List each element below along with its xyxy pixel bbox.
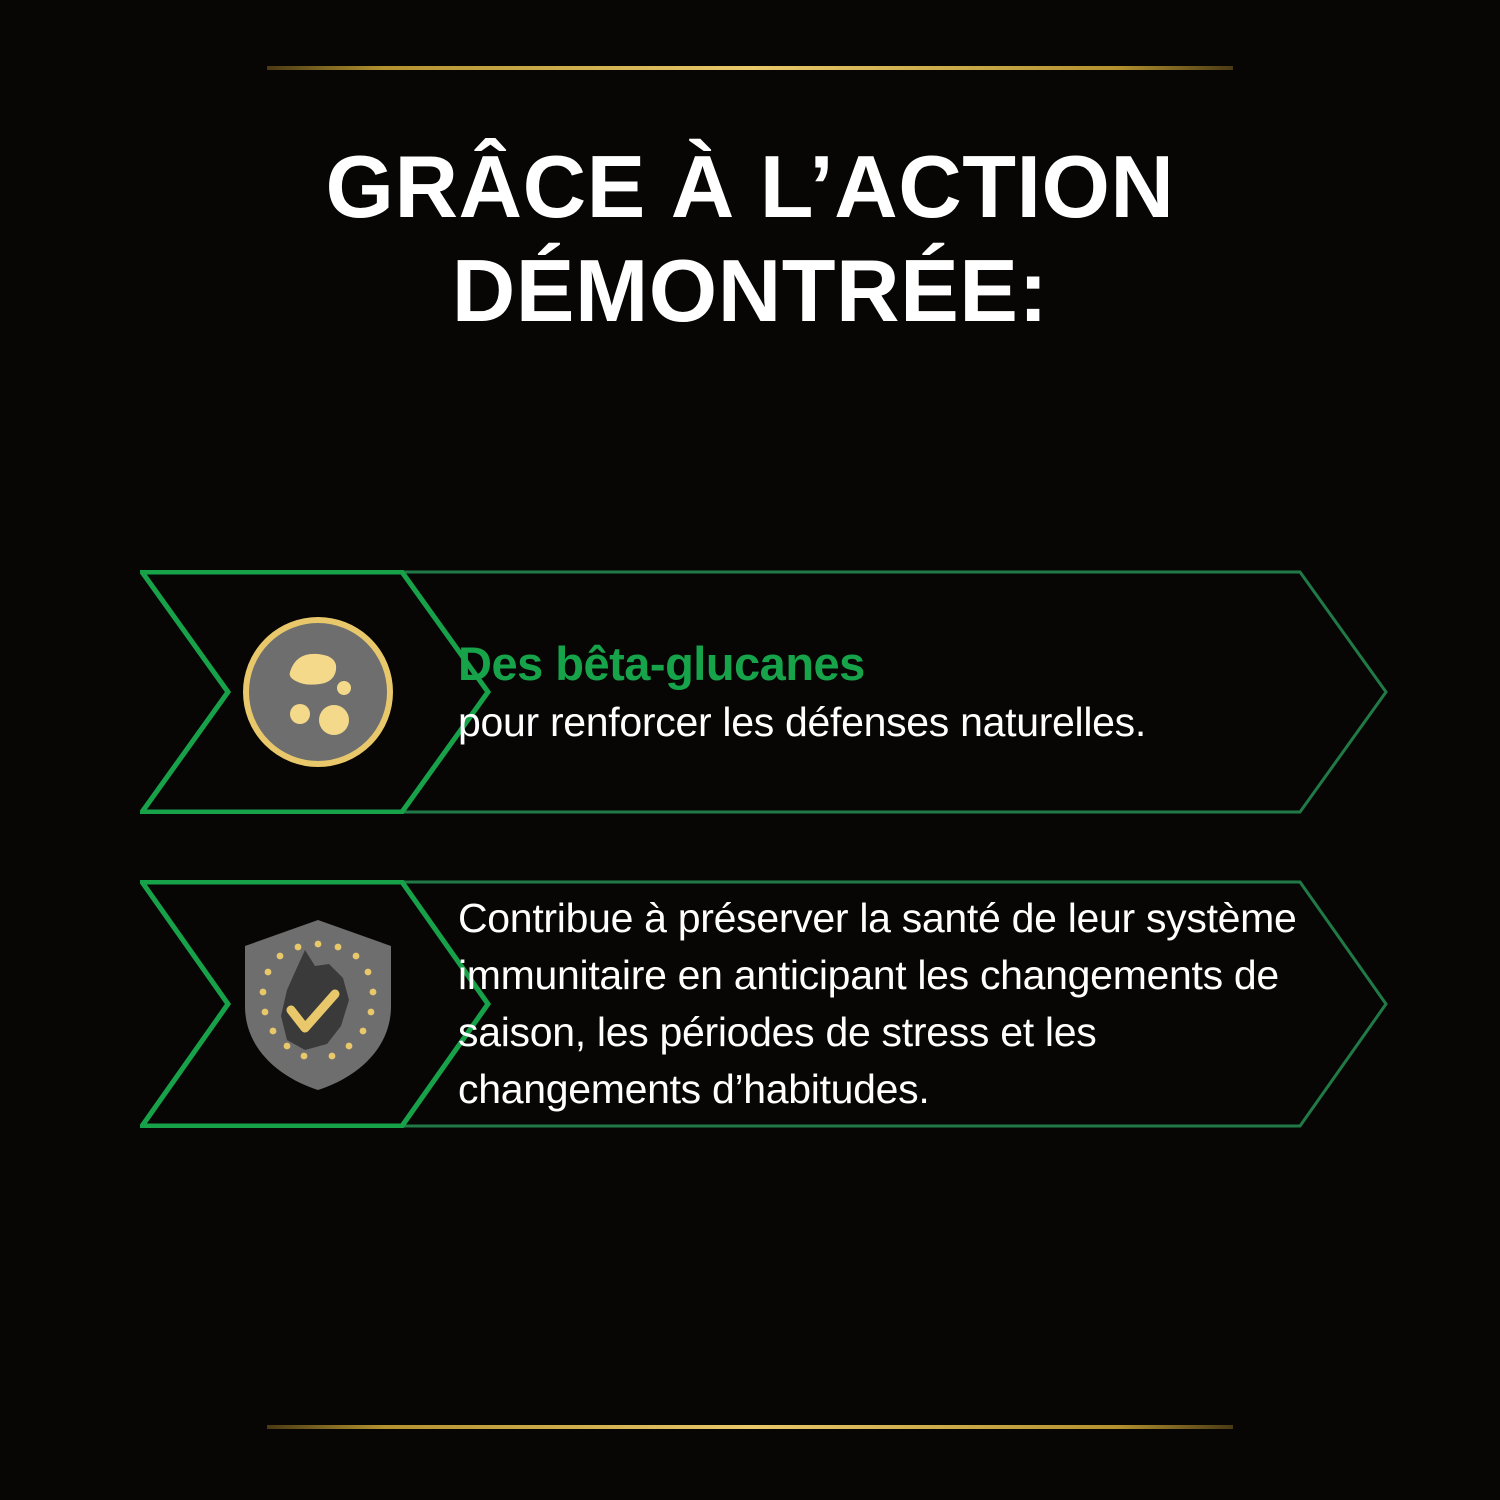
icon-slot <box>208 880 428 1128</box>
row-heading: Des bêta-glucanes <box>458 636 865 690</box>
benefit-list <box>0 570 1500 1194</box>
row-body: Contribue à préserver la santé de leur système immunitaire en anticipant les changements de saison, les périodes de stress et les changements d’habitudes. <box>458 895 1297 1112</box>
row-text-block <box>458 570 1298 814</box>
title-line-2: DÉMONTRÉE: <box>451 241 1049 340</box>
benefit-row-beta-glucanes <box>140 570 1388 814</box>
row-body: pour renforcer les défenses naturelles. <box>458 698 1146 745</box>
icon-slot <box>208 570 428 814</box>
shield-dog-icon <box>233 914 403 1094</box>
bottom-gold-divider <box>267 1425 1233 1429</box>
beta-glucan-cell-icon <box>238 612 398 772</box>
benefit-row-immunite <box>140 880 1388 1128</box>
page-title <box>0 135 1500 343</box>
title-line-1: GRÂCE À L’ACTION <box>325 137 1175 236</box>
top-gold-divider <box>267 66 1233 70</box>
row-text-block <box>458 880 1298 1128</box>
